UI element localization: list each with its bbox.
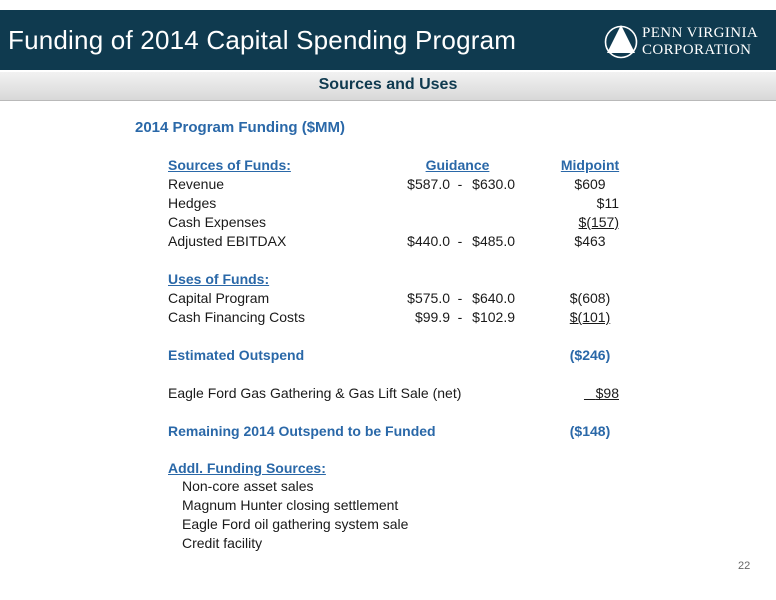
logo-text-line1: PENN VIRGINIA bbox=[642, 25, 759, 41]
eagle-ford-sale-row bbox=[0, 385, 776, 404]
row-label: Cash Expenses bbox=[168, 214, 267, 230]
list-item bbox=[0, 516, 776, 535]
guidance-dash: - bbox=[457, 176, 463, 192]
row-label: Eagle Ford Gas Gathering & Gas Lift Sale (net) bbox=[168, 385, 462, 401]
funding-source-item: Non-core asset sales bbox=[182, 478, 314, 494]
remaining-outspend-row bbox=[0, 423, 776, 442]
guidance-high: $485.0 bbox=[472, 233, 515, 249]
midpoint-value: $(157) bbox=[578, 214, 619, 230]
midpoint-value: $98 bbox=[595, 385, 619, 401]
table-row bbox=[0, 195, 776, 214]
estimated-outspend-row bbox=[0, 347, 776, 366]
guidance-high: $640.0 bbox=[472, 290, 515, 306]
row-label: Remaining 2014 Outspend to be Funded bbox=[168, 423, 436, 439]
midpoint-header: Midpoint bbox=[560, 157, 620, 173]
page-number: 22 bbox=[738, 560, 751, 572]
table-row bbox=[0, 233, 776, 252]
row-label: Revenue bbox=[168, 176, 225, 192]
guidance-header: Guidance bbox=[425, 157, 490, 173]
uses-header-row bbox=[0, 271, 776, 290]
guidance-low: $440.0 bbox=[407, 233, 450, 249]
list-item bbox=[0, 535, 776, 554]
midpoint-value: ($148) bbox=[569, 423, 611, 439]
midpoint-value: $11 bbox=[596, 195, 619, 211]
slide-subtitle: Sources and Uses bbox=[318, 76, 458, 93]
slide-title: Funding of 2014 Capital Spending Program bbox=[8, 25, 517, 55]
section-title: 2014 Program Funding ($MM) bbox=[135, 119, 346, 136]
midpoint-value: $(101) bbox=[569, 309, 611, 325]
addl-header-row bbox=[0, 460, 776, 479]
addl-funding-header: Addl. Funding Sources: bbox=[168, 460, 326, 476]
guidance-low: $587.0 bbox=[407, 176, 450, 192]
title-bar bbox=[0, 10, 776, 70]
table-row bbox=[0, 290, 776, 309]
midpoint-value: ($246) bbox=[569, 347, 611, 363]
list-item bbox=[0, 497, 776, 516]
funding-source-item: Credit facility bbox=[182, 535, 263, 551]
sources-header: Sources of Funds: bbox=[168, 157, 291, 173]
row-label: Capital Program bbox=[168, 290, 270, 306]
list-item bbox=[0, 478, 776, 497]
row-label: Estimated Outspend bbox=[168, 347, 305, 363]
midpoint-value: $(608) bbox=[569, 290, 611, 306]
guidance-dash: - bbox=[457, 290, 463, 306]
row-label: Hedges bbox=[168, 195, 217, 211]
table-row bbox=[0, 176, 776, 195]
company-logo bbox=[604, 22, 772, 62]
table-row bbox=[0, 214, 776, 233]
guidance-dash: - bbox=[457, 233, 463, 249]
midpoint-value: $463 bbox=[574, 233, 606, 249]
subtitle-bar bbox=[0, 72, 776, 101]
column-header-row bbox=[0, 157, 776, 176]
row-label: Cash Financing Costs bbox=[168, 309, 305, 325]
funding-source-item: Eagle Ford oil gathering system sale bbox=[182, 516, 409, 532]
table-row bbox=[0, 309, 776, 328]
midpoint-value: $609 bbox=[574, 176, 606, 192]
uses-header: Uses of Funds: bbox=[168, 271, 270, 287]
logo-triangle-icon bbox=[604, 22, 638, 60]
funding-source-item: Magnum Hunter closing settlement bbox=[182, 497, 399, 513]
guidance-low: $575.0 bbox=[407, 290, 450, 306]
row-label: Adjusted EBITDAX bbox=[168, 233, 287, 249]
guidance-dash: - bbox=[457, 309, 463, 325]
guidance-low: $99.9 bbox=[414, 309, 450, 325]
logo-text-line2: CORPORATION bbox=[642, 42, 752, 58]
guidance-high: $630.0 bbox=[472, 176, 515, 192]
guidance-high: $102.9 bbox=[472, 309, 515, 325]
